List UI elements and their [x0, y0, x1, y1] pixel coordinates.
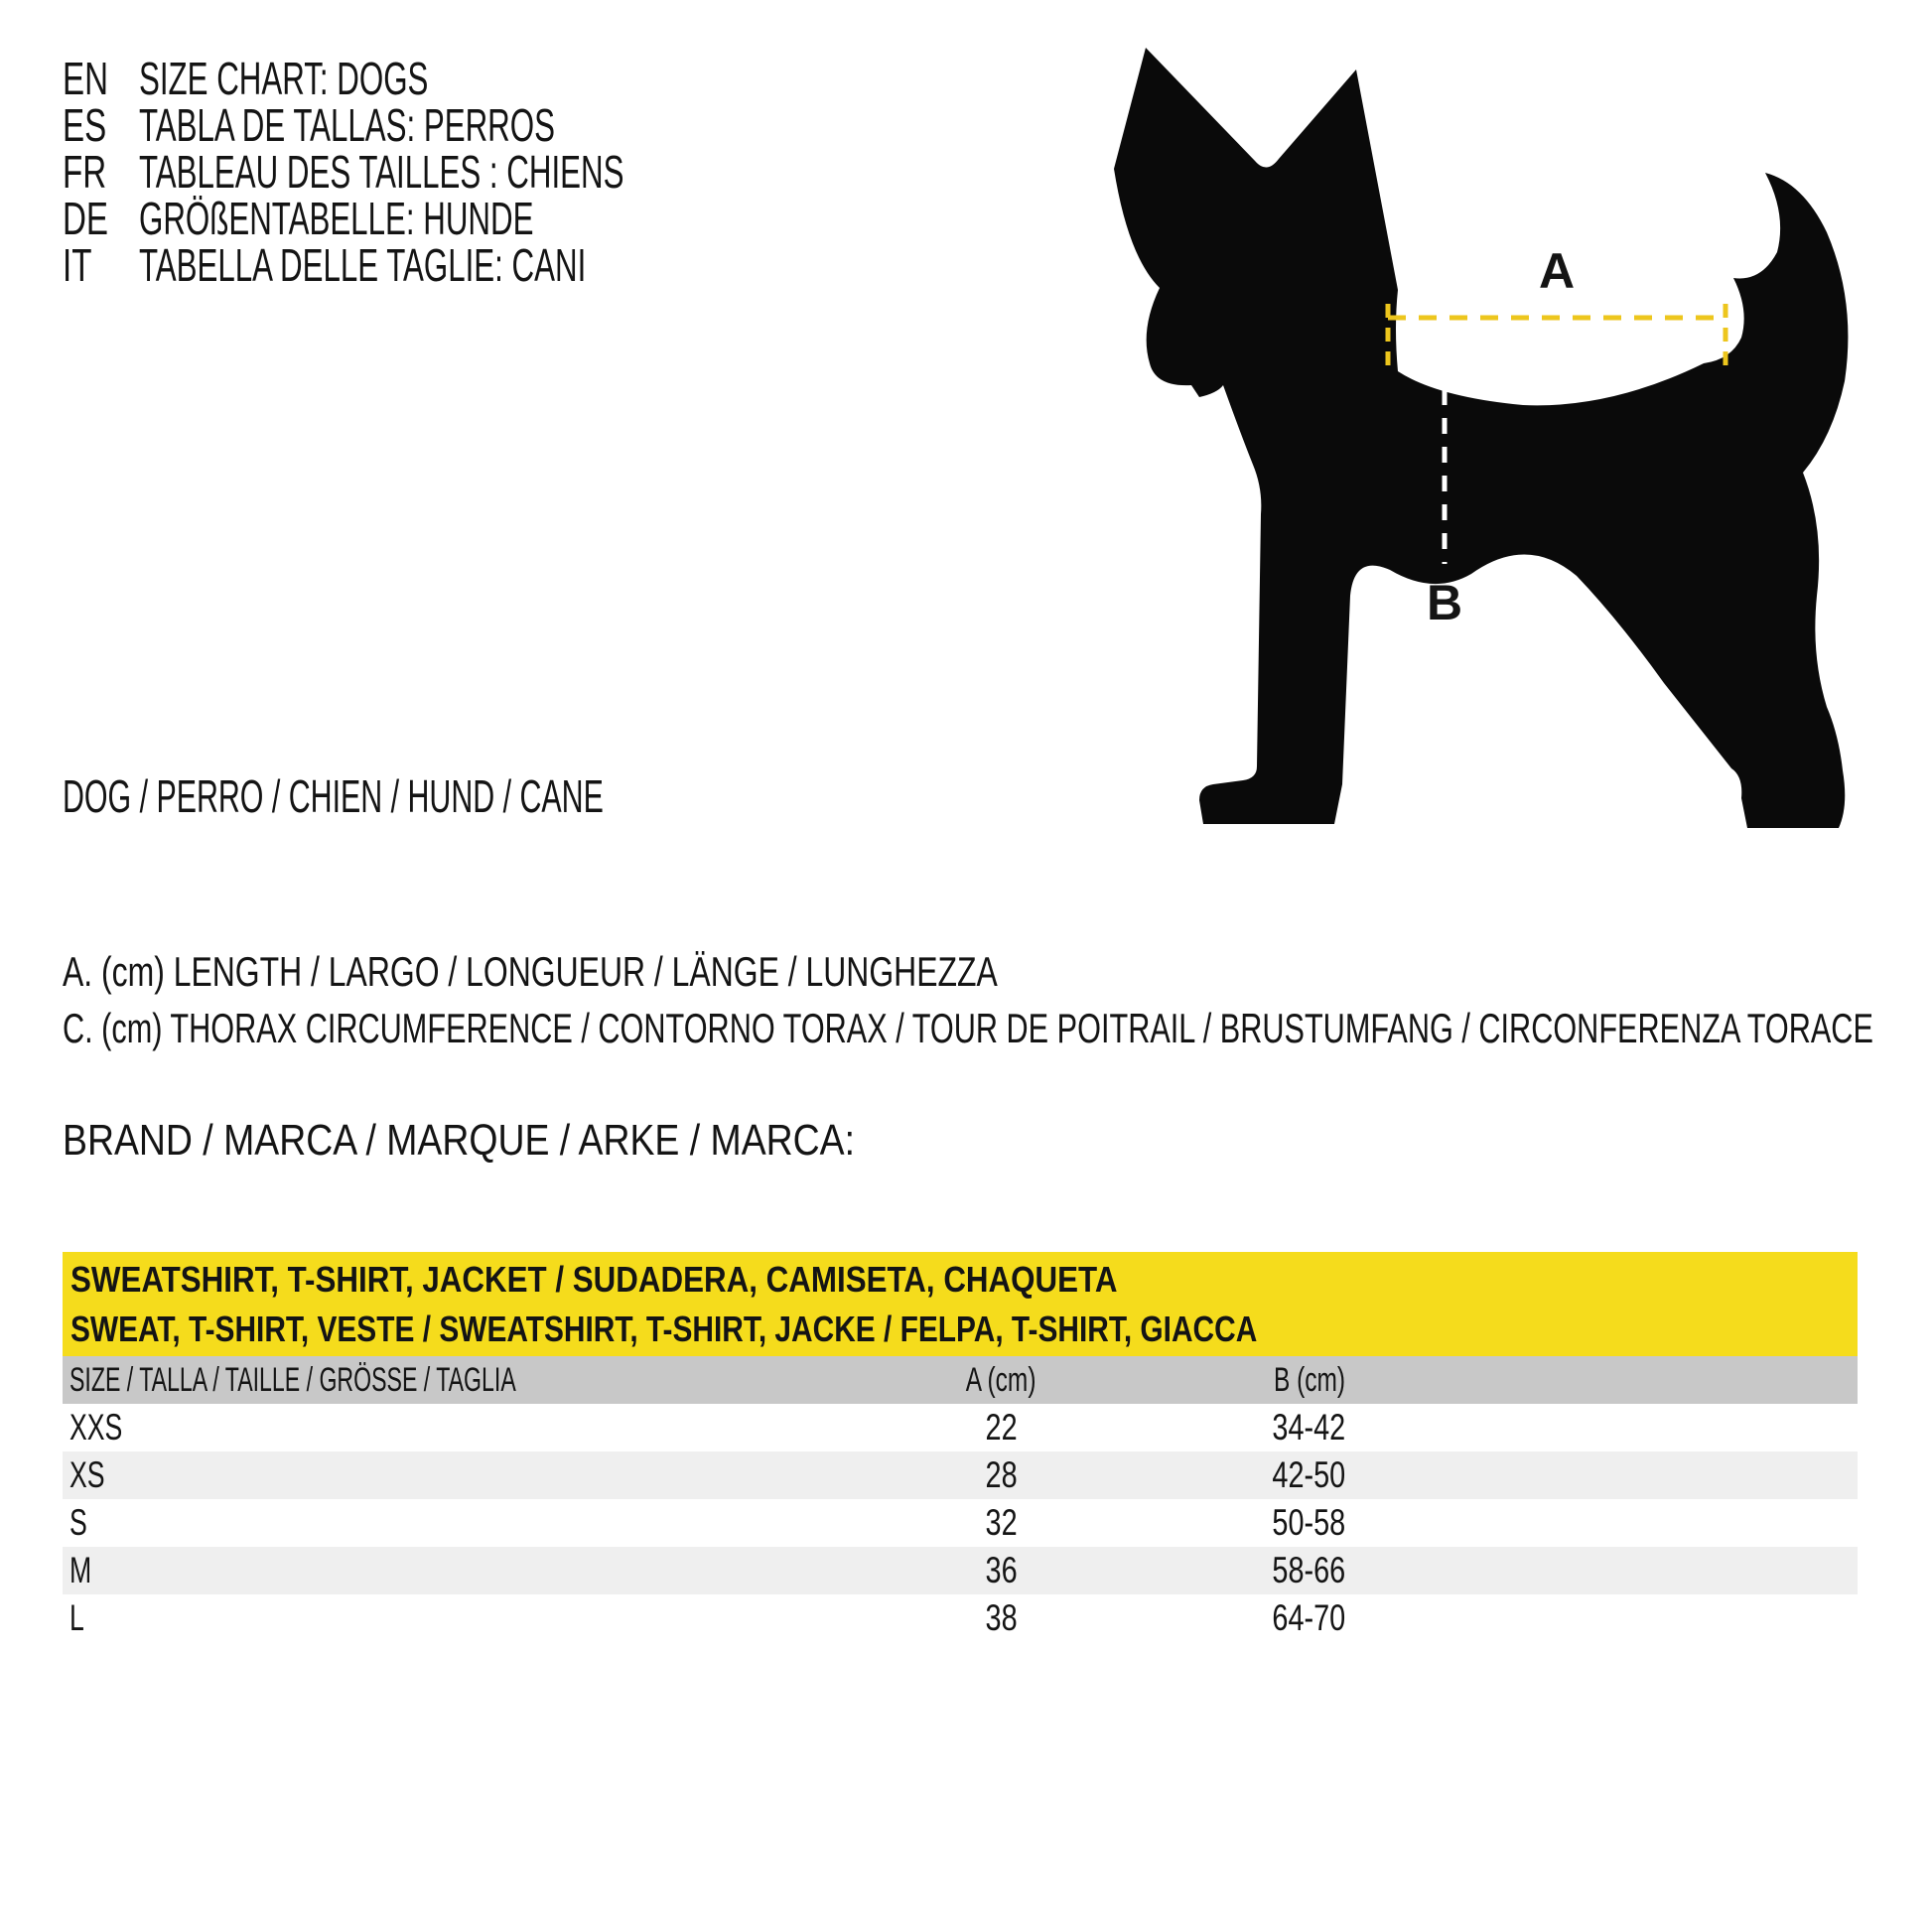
- language-row: [63, 239, 852, 291]
- cell-size: M: [69, 1550, 92, 1590]
- size-table: [63, 1252, 1858, 1642]
- cell-b-cm: 64-70: [1272, 1597, 1346, 1638]
- language-code: IT: [63, 239, 92, 291]
- cell-b-cm: 34-42: [1272, 1407, 1346, 1448]
- language-code: EN: [63, 53, 109, 104]
- language-row: [63, 53, 852, 104]
- garment-banner: [63, 1252, 1858, 1356]
- language-title: TABLA DE TALLAS: PERROS: [139, 99, 555, 151]
- dog-silhouette: [1102, 40, 1857, 844]
- language-code: ES: [63, 99, 107, 151]
- table-row: [63, 1451, 1858, 1499]
- table-header-row: [63, 1356, 1858, 1404]
- cell-size: L: [69, 1597, 84, 1638]
- cell-a-cm: 38: [985, 1597, 1018, 1638]
- language-row: [63, 193, 852, 244]
- measure-a-label: A: [1538, 243, 1576, 299]
- cell-b-cm: 42-50: [1272, 1454, 1346, 1495]
- table-body: [63, 1404, 1858, 1642]
- legend-length: A. (cm) LENGTH / LARGO / LONGUEUR / LÄNGE / LUNGHEZZA: [63, 948, 998, 995]
- banner-line-2: SWEAT, T-SHIRT, VESTE / SWEATSHIRT, T-SHIRT, JACKE / FELPA, T-SHIRT, GIACCA: [70, 1308, 1258, 1349]
- language-title: GRÖßENTABELLE: HUNDE: [139, 193, 534, 244]
- language-title: SIZE CHART: DOGS: [139, 53, 429, 104]
- table-row: [63, 1547, 1858, 1594]
- language-code: DE: [63, 193, 109, 244]
- header-size: SIZE / TALLA / TAILLE / GRÖSSE / TAGLIA: [69, 1360, 516, 1399]
- language-title: TABLEAU DES TAILLES : CHIENS: [139, 146, 624, 198]
- table-row: [63, 1499, 1858, 1547]
- cell-a-cm: 22: [985, 1407, 1018, 1448]
- table-row: [63, 1404, 1858, 1451]
- cell-a-cm: 28: [985, 1454, 1018, 1495]
- brand-line: BRAND / MARCA / MARQUE / ARKE / MARCA:: [63, 1116, 856, 1165]
- legend-thorax: C. (cm) THORAX CIRCUMFERENCE / CONTORNO TORAX / TOUR DE POITRAIL / BRUSTUMFANG / CIRCONFERENZA TORACE: [63, 1005, 1873, 1051]
- cell-b-cm: 50-58: [1272, 1502, 1346, 1543]
- language-row: [63, 146, 852, 198]
- animal-caption: DOG / PERRO / CHIEN / HUND / CANE: [63, 770, 604, 822]
- cell-size: XXS: [69, 1407, 123, 1448]
- language-title-list: [63, 53, 852, 291]
- language-title: TABELLA DELLE TAGLIE: CANI: [139, 239, 587, 291]
- cell-a-cm: 32: [985, 1502, 1018, 1543]
- language-row: [63, 99, 852, 151]
- header-a-cm: A (cm): [966, 1360, 1036, 1399]
- cell-size: S: [69, 1502, 87, 1543]
- cell-b-cm: 58-66: [1272, 1550, 1346, 1590]
- measure-b-label: B: [1426, 575, 1463, 630]
- dog-diagram: [1102, 40, 1857, 844]
- cell-size: XS: [69, 1454, 105, 1495]
- banner-line-1: SWEATSHIRT, T-SHIRT, JACKET / SUDADERA, CAMISETA, CHAQUETA: [70, 1258, 1118, 1300]
- table-row: [63, 1594, 1858, 1642]
- cell-a-cm: 36: [985, 1550, 1018, 1590]
- header-b-cm: B (cm): [1273, 1360, 1345, 1399]
- dog-silhouette-path: [1114, 48, 1848, 828]
- language-code: FR: [63, 146, 107, 198]
